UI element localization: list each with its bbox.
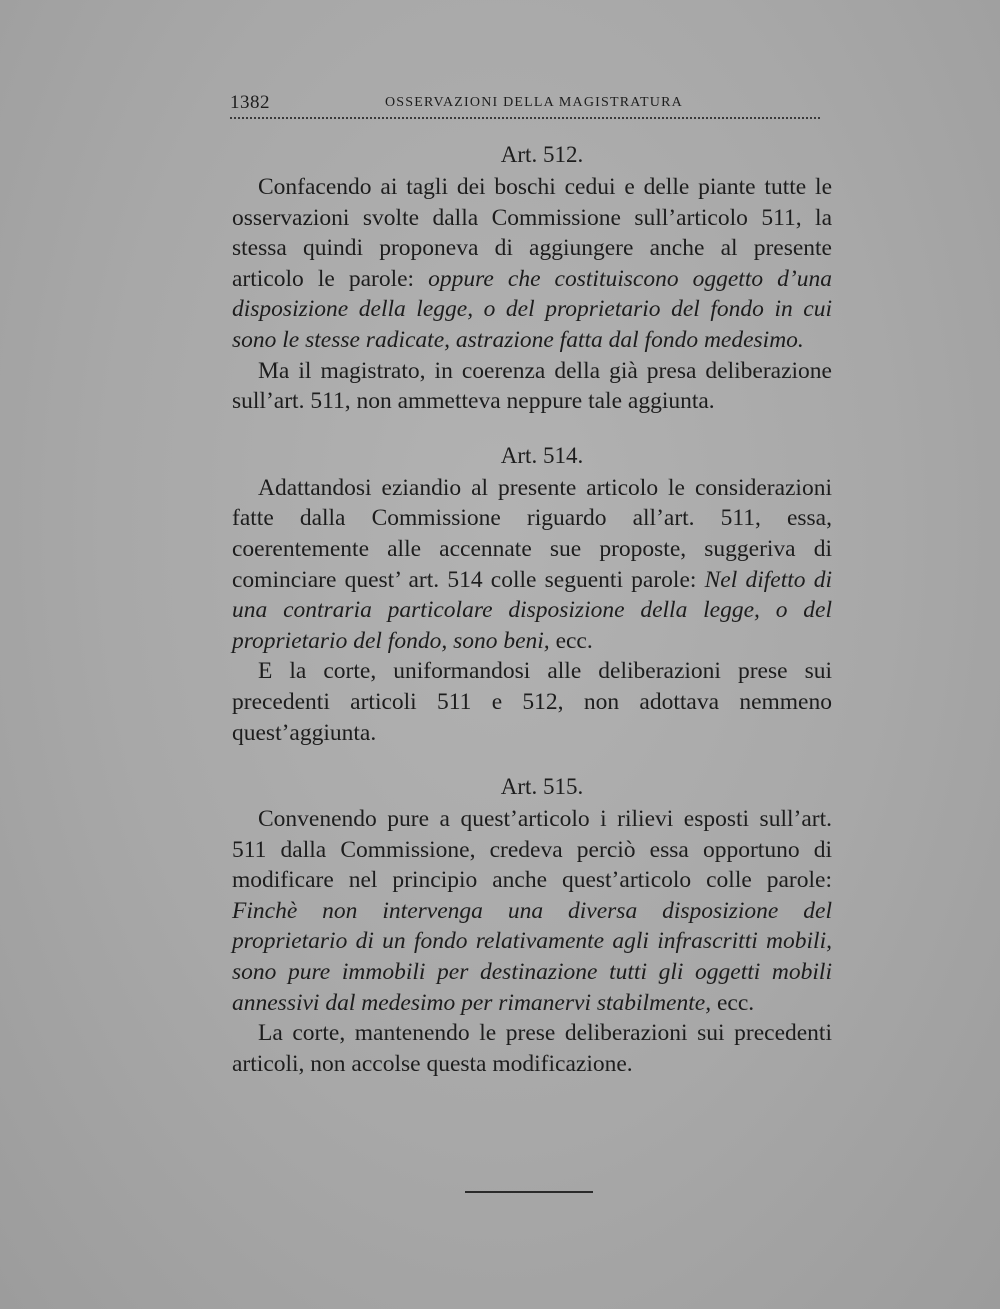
page-number: 1382 [230,92,270,113]
running-head [230,84,820,118]
paragraph-tail: ecc. [711,989,755,1016]
end-of-chapter-rule [465,1191,593,1193]
running-title: OSSERVAZIONI DELLA MAGISTRATURA [385,95,683,110]
article-515-section [232,770,832,1079]
italic-quotation: Nel difetto di una contraria particolare disposizione della legge, o del proprietario del fondo, sono beni, [232,566,832,654]
paragraph [232,172,832,356]
paragraph-text: La corte, mantenendo le prese deliberazioni sui precedenti articoli, non accolse questa modificazione. [232,1020,832,1077]
italic-quotation: oppure che costituiscono oggetto d’una disposizione della legge, o del proprietario del fondo in cui sono le stesse radicate, astrazione fatta dal fondo medesimo. [232,265,832,353]
article-heading: Art. 512. [500,142,584,167]
paragraph [232,656,832,748]
paragraph-tail: ecc. [549,627,593,654]
article-512-section [232,138,832,417]
article-heading: Art. 514. [500,442,584,468]
paragraph-text: Ma il magistrato, in coerenza della già presa deliberazione sull’art. 511, non ammetteva neppure tale aggiunta. [232,357,832,415]
paragraph [232,804,832,1018]
header-dotted-rule [230,117,820,119]
page-body [232,138,832,1079]
paragraph-text: Convenendo pure a quest’articolo i rilievi esposti sull’art. 511 dalla Commissione, credeva perciò essa opportuno di modificare nel principio anche quest’articolo colle parole: [232,806,832,894]
paragraph [232,1018,832,1079]
article-heading: Art. 515. [500,774,584,800]
paragraph [232,473,832,657]
paragraph-text: E la corte, uniformandosi alle deliberazioni prese sui precedenti articoli 511 e 512, non adottava nemmeno quest’aggiunta. [232,658,832,746]
article-514-section [232,439,832,748]
paragraph [232,356,832,417]
italic-quotation: Finchè non intervenga una diversa disposizione del proprietario di un fondo relativamente agli infrascritti mobili, sono pure immobili per destinazione tutti gli oggetti mobili annessivi dal medesimo per rimanervi stabilmente, [232,897,832,1016]
paragraph-text: Adattandosi eziandio al presente articolo le considerazioni fatte dalla Commissione riguardo all’art. 511, essa, coerentemente alle accennate sue proposte, suggeriva di cominciare quest’ art. 514 colle seguenti parole: [232,474,832,593]
paragraph-text: Confacendo ai tagli dei boschi cedui e delle piante tutte le osservazioni svolte dalla Commissione sull’articolo 511, la stessa quindi proponeva di aggiungere anche al presente articolo le parole: [232,174,832,292]
